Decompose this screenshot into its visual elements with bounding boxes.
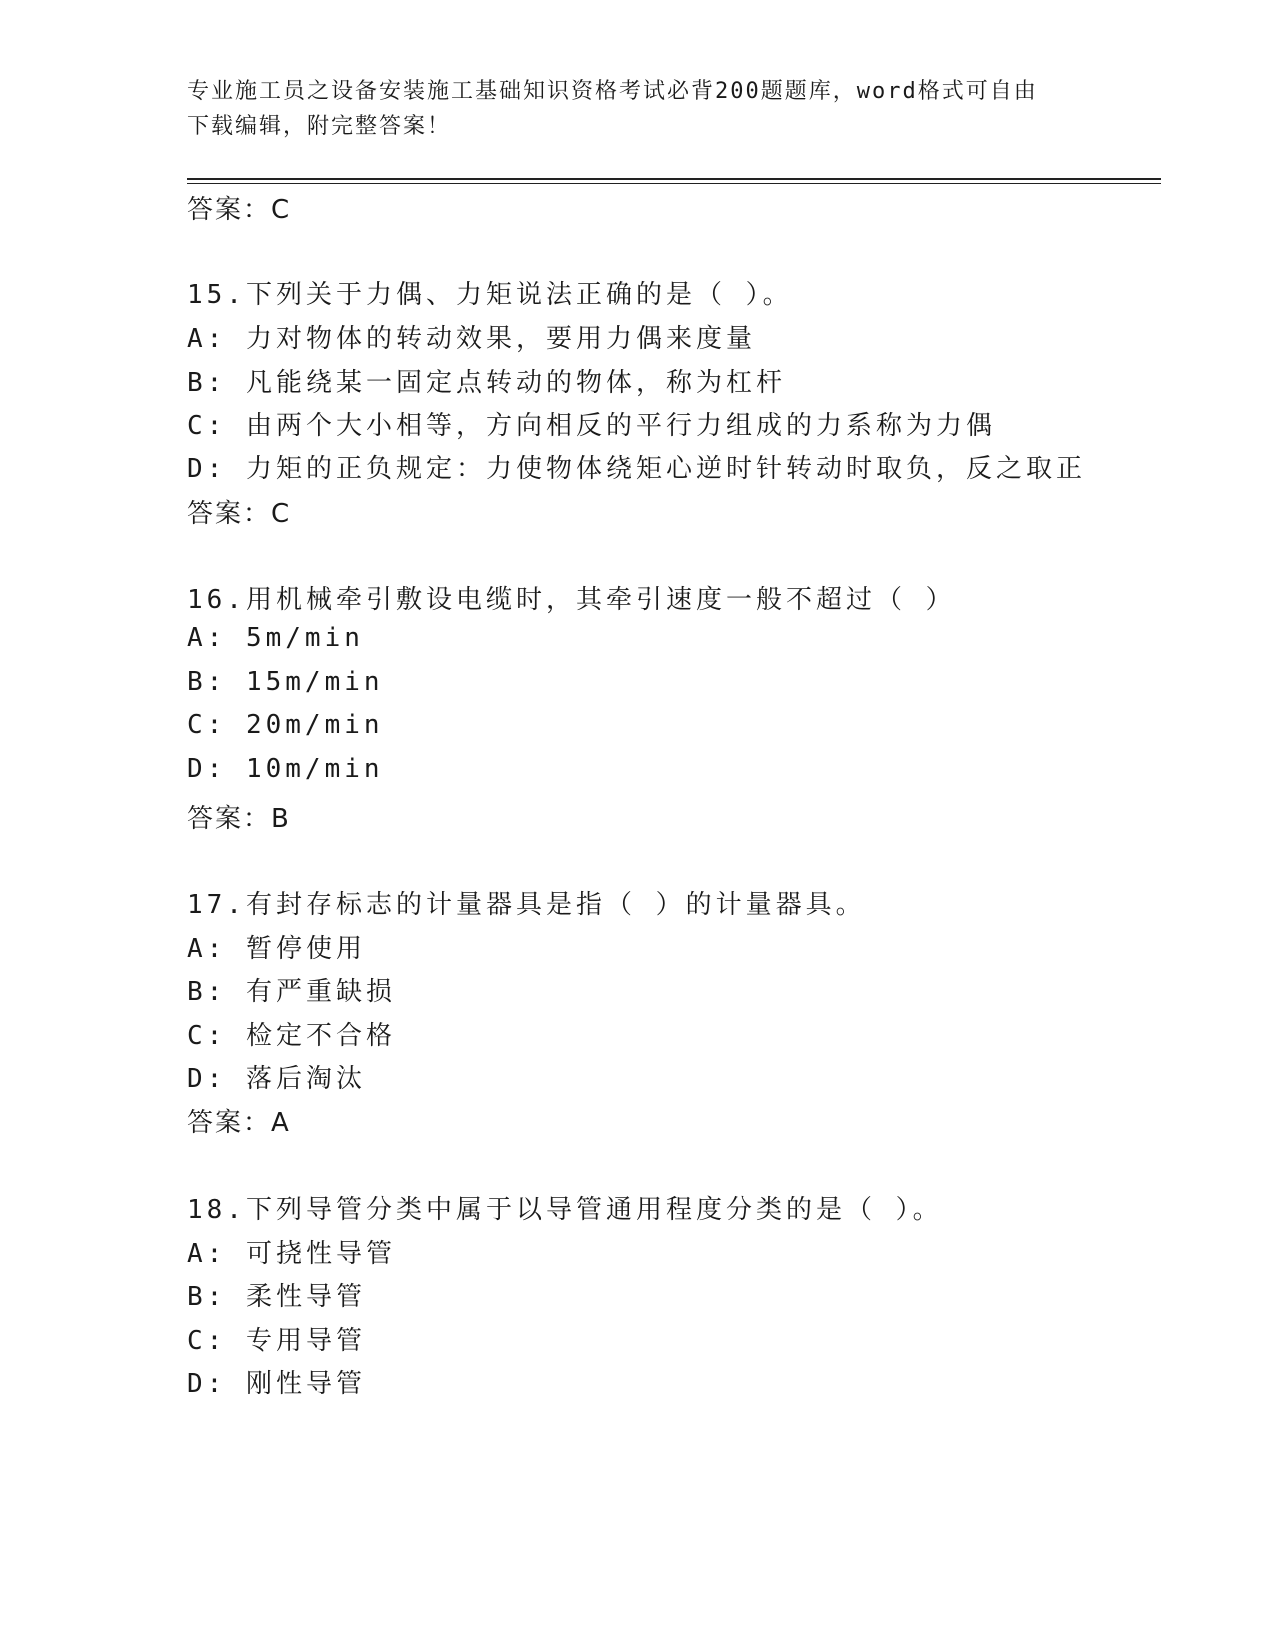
option-a: A: 暂停使用: [187, 934, 366, 964]
option-d: D: 刚性导管: [187, 1369, 366, 1399]
option-b: B: 有严重缺损: [187, 977, 396, 1007]
option-b: B: 柔性导管: [187, 1282, 366, 1312]
option-a: A: 力对物体的转动效果，要用力偶来度量: [187, 324, 756, 354]
header-line-1: 专业施工员之设备安装施工基础知识资格考试必背200题题库，word格式可自由: [187, 79, 1038, 104]
answer-line: 答案：C: [187, 499, 292, 529]
option-a: A: 可挠性导管: [187, 1239, 396, 1269]
answer-line: 答案：A: [187, 1108, 291, 1138]
option-d: D: 力矩的正负规定：力使物体绕矩心逆时针转动时取负，反之取正: [187, 454, 1086, 484]
document-header: [187, 74, 1067, 144]
option-c: C: 20m/min: [187, 710, 384, 740]
question-stem: 17.有封存标志的计量器具是指（ ）的计量器具。: [187, 890, 866, 920]
question-stem: 18.下列导管分类中属于以导管通用程度分类的是（ ）。: [187, 1195, 943, 1225]
option-d: D: 落后淘汰: [187, 1064, 366, 1094]
answer-line: 答案：B: [187, 804, 291, 834]
question-stem: 16.用机械牵引敷设电缆时，其牵引速度一般不超过（ ）: [187, 585, 956, 615]
option-c: C: 专用导管: [187, 1326, 366, 1356]
option-b: B: 15m/min: [187, 667, 384, 697]
header-rule-thin: [187, 183, 1161, 184]
header-rule-thick: [187, 178, 1161, 180]
option-a: A: 5m/min: [187, 623, 364, 653]
option-c: C: 由两个大小相等，方向相反的平行力组成的力系称为力偶: [187, 411, 996, 441]
option-d: D: 10m/min: [187, 754, 384, 784]
question-stem: 15.下列关于力偶、力矩说法正确的是（ ）。: [187, 280, 793, 310]
option-c: C: 检定不合格: [187, 1021, 396, 1051]
option-b: B: 凡能绕某一固定点转动的物体，称为杠杆: [187, 368, 786, 398]
header-line-2: 下载编辑，附完整答案！: [187, 114, 452, 139]
answer-line: 答案：C: [187, 195, 292, 225]
